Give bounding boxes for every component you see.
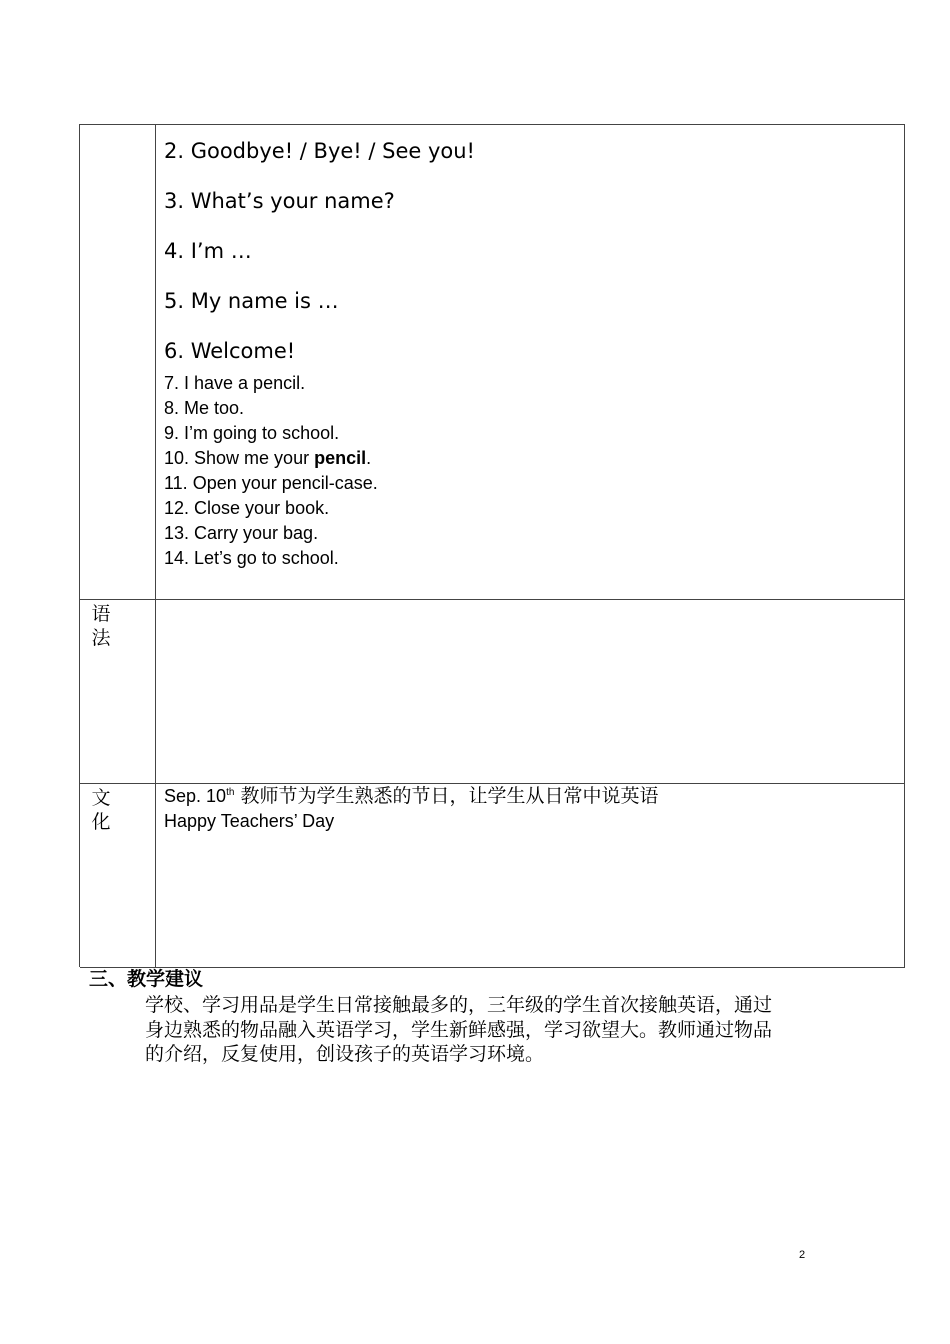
row-label-cell <box>80 125 156 599</box>
row-label-cell <box>80 784 156 967</box>
table-row-grammar <box>80 600 905 784</box>
label-char: 语 <box>91 603 111 625</box>
sentence-text: 10. Show me your <box>164 448 315 468</box>
phrase-line: 6. Welcome! <box>164 339 296 363</box>
grammar-cell <box>156 600 905 783</box>
row-label-cell <box>80 600 156 783</box>
culture-cell <box>156 784 905 967</box>
sentence-punct: . <box>366 448 372 468</box>
sentence-line: 8. Me too. <box>164 398 245 418</box>
sentence-line: 9. I’m going to school. <box>164 423 340 443</box>
sentence-line: 14. Let’s go to school. <box>164 548 339 568</box>
content-table <box>79 124 905 967</box>
section-paragraph <box>145 993 865 1067</box>
sentence-line: 11. Open your pencil-case. <box>164 473 378 493</box>
sentence-list <box>164 371 378 571</box>
paragraph-line: 身边熟悉的物品融入英语学习，学生新鲜感强，学习欲望大。教师通过物品 <box>145 1018 773 1041</box>
bold-keyword: pencil <box>314 448 367 468</box>
paragraph-line: 学校、学习用品是学生日常接触最多的，三年级的学生首次接触英语，通过 <box>145 994 773 1016</box>
page-number: 2 <box>799 1249 806 1261</box>
label-char: 文 <box>91 787 111 809</box>
sentence-line: 7. I have a pencil. <box>164 373 306 393</box>
paragraph-line: 的介绍，反复使用，创设孩子的英语学习环境。 <box>145 1043 545 1065</box>
date-text: Sep. 10 <box>164 786 227 806</box>
phrase-line: 2. Goodbye! / Bye! / See you! <box>164 139 475 163</box>
sentence-line-10 <box>164 446 378 471</box>
phrases-cell <box>156 125 905 599</box>
phrase-line: 5. My name is … <box>164 289 339 313</box>
label-char: 化 <box>91 811 111 833</box>
label-char: 法 <box>91 627 111 649</box>
culture-line-2: Happy Teachers’ Day <box>164 811 335 831</box>
sentence-line: 13. Carry your bag. <box>164 523 319 543</box>
table-row-culture <box>80 784 905 968</box>
culture-label <box>90 786 112 834</box>
sentence-line: 12. Close your book. <box>164 498 330 518</box>
culture-chinese-text: 教师节为学生熟悉的节日，让学生从日常中说英语 <box>234 785 659 807</box>
phrase-line: 3. What’s your name? <box>164 189 395 213</box>
culture-line-1 <box>164 784 658 809</box>
date-superscript: th <box>226 787 235 798</box>
grammar-label <box>90 602 112 650</box>
phrase-line: 4. I’m … <box>164 239 252 263</box>
table-row-phrases <box>80 125 905 600</box>
culture-content <box>164 784 658 834</box>
section-title: 三、教学建议 <box>89 968 204 990</box>
